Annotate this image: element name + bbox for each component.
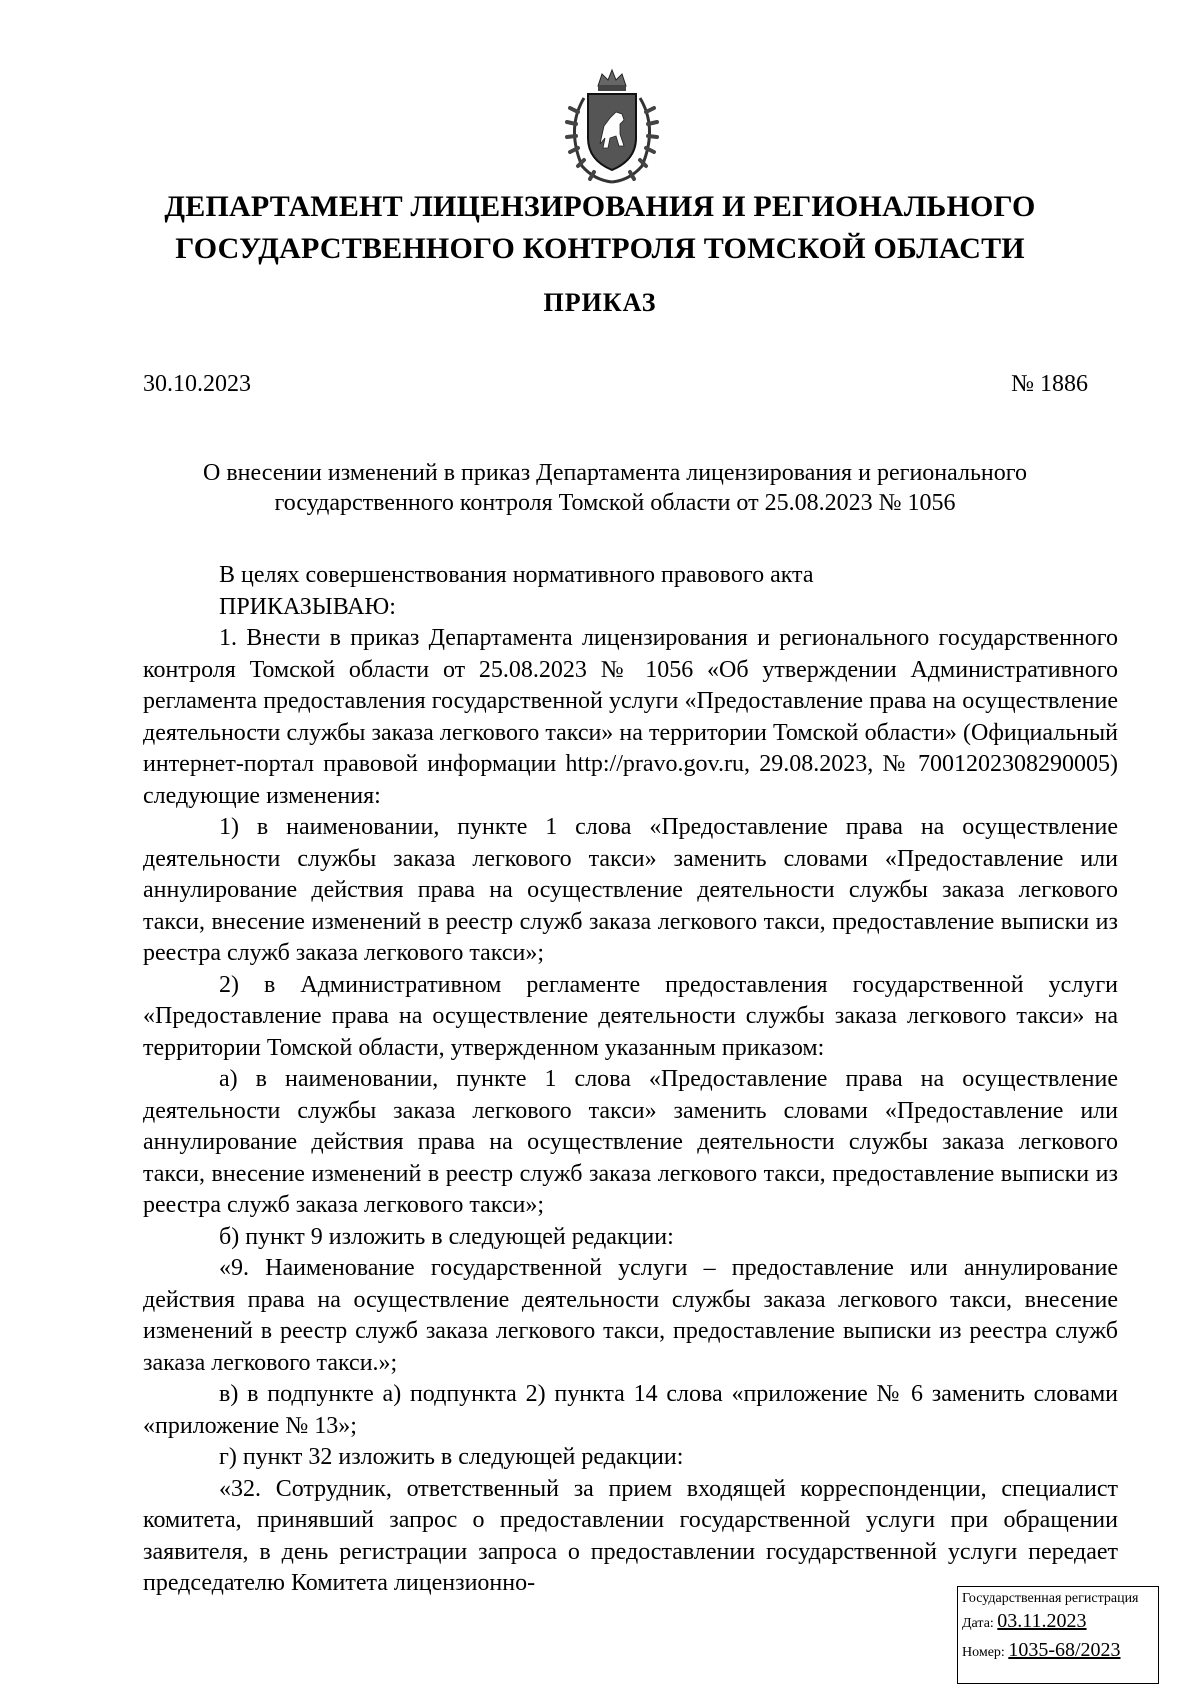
body-paragraph-3: 2) в Административном регламенте предоставления государственной услуги «Предоставление права на осуществление деятельности службы заказа легкового такси» на территории Томской области, утвержденном указанным приказом:	[143, 971, 1118, 1061]
registration-date-value: 03.11.2023	[997, 1610, 1087, 1632]
department-title-line2: ГОСУДАРСТВЕННОГО КОНТРОЛЯ ТОМСКОЙ ОБЛАСТИ	[175, 232, 1025, 265]
intro-paragraph: В целях совершенствования нормативного правового акта	[219, 562, 814, 588]
body-paragraph-6: «9. Наименование государственной услуги – предоставление или аннулирование действия права на осуществление деятельности службы заказа легкового такси, внесение изменений в реестр служб заказа легкового такси, предоставление выписки из реестра служб заказа легкового такси.»;	[143, 1255, 1118, 1376]
registration-title: Государственная регистрация	[962, 1591, 1139, 1606]
order-subject	[150, 458, 1080, 518]
order-subject-line1: О внесении изменений в приказ Департамента лицензирования и регионального	[202, 460, 1027, 486]
order-subject-line2: государственного контроля Томской области от 25.08.2023 № 1056	[274, 490, 956, 516]
body-paragraph-9: «32. Сотрудник, ответственный за прием входящей корреспонденции, специалист комитета, принявший запрос о предоставлении государственной услуги при обращении заявителя, в день регистрации запроса о предоставлении государственной услуги передает председателю Комитета лицензионно-	[143, 1475, 1118, 1596]
order-body	[143, 560, 1118, 1600]
order-number: № 1886	[1011, 371, 1088, 397]
department-title-line1: ДЕПАРТАМЕНТ ЛИЦЕНЗИРОВАНИЯ И РЕГИОНАЛЬНОГО	[164, 190, 1036, 223]
registration-number-row	[962, 1637, 1154, 1666]
department-title	[100, 186, 1100, 270]
body-paragraph-7: в) в подпункте а) подпункта 2) пункта 14 слова «приложение № 6 заменить словами «приложение № 13»;	[143, 1381, 1118, 1439]
registration-date-row	[962, 1608, 1154, 1637]
body-paragraph-8: г) пункт 32 изложить в следующей редакции:	[219, 1444, 684, 1470]
document-type-title: ПРИКАЗ	[543, 288, 657, 317]
registration-number-label: Номер:	[962, 1645, 1005, 1660]
decree-word: ПРИКАЗЫВАЮ:	[219, 593, 396, 620]
body-paragraph-5: б) пункт 9 изложить в следующей редакции:	[219, 1223, 674, 1250]
body-paragraph-2: 1) в наименовании, пункте 1 слова «Предоставление права на осуществление деятельности службы заказа легкового такси» заменить словами «Предоставление или аннулирование действия права на осуществление деятельности службы заказа легкового такси, внесение изменений в реестр служб заказа легкового такси, предоставление выписки из реестра служб заказа легкового такси»;	[143, 814, 1118, 966]
order-date: 30.10.2023	[143, 371, 251, 397]
body-paragraph-4: а) в наименовании, пункте 1 слова «Предоставление права на осуществление деятельности службы заказа легкового такси» заменить словами «Предоставление или аннулирование действия права на осуществление деятельности службы заказа легкового такси, внесение изменений в реестр служб заказа легкового такси, предоставление выписки из реестра служб заказа легкового такси»;	[143, 1066, 1118, 1218]
registration-number-value: 1035-68/2023	[1008, 1639, 1121, 1661]
body-paragraph-1: 1. Внести в приказ Департамента лицензирования и регионального государственного контроля Томской области от 25.08.2023 № 1056 «Об утверждении Административного регламента предоставления государственной услуги «Предоставление права на осуществление деятельности службы заказа легкового такси» на территории Томской области» (Официальный интернет-портал правовой информации http://pravo.gov.ru, 29.08.2023, № 7001202308290005) следующие изменения:	[143, 625, 1118, 809]
registration-date-label: Дата:	[962, 1616, 994, 1631]
registration-stamp	[957, 1586, 1159, 1684]
coat-of-arms-icon	[558, 68, 666, 188]
